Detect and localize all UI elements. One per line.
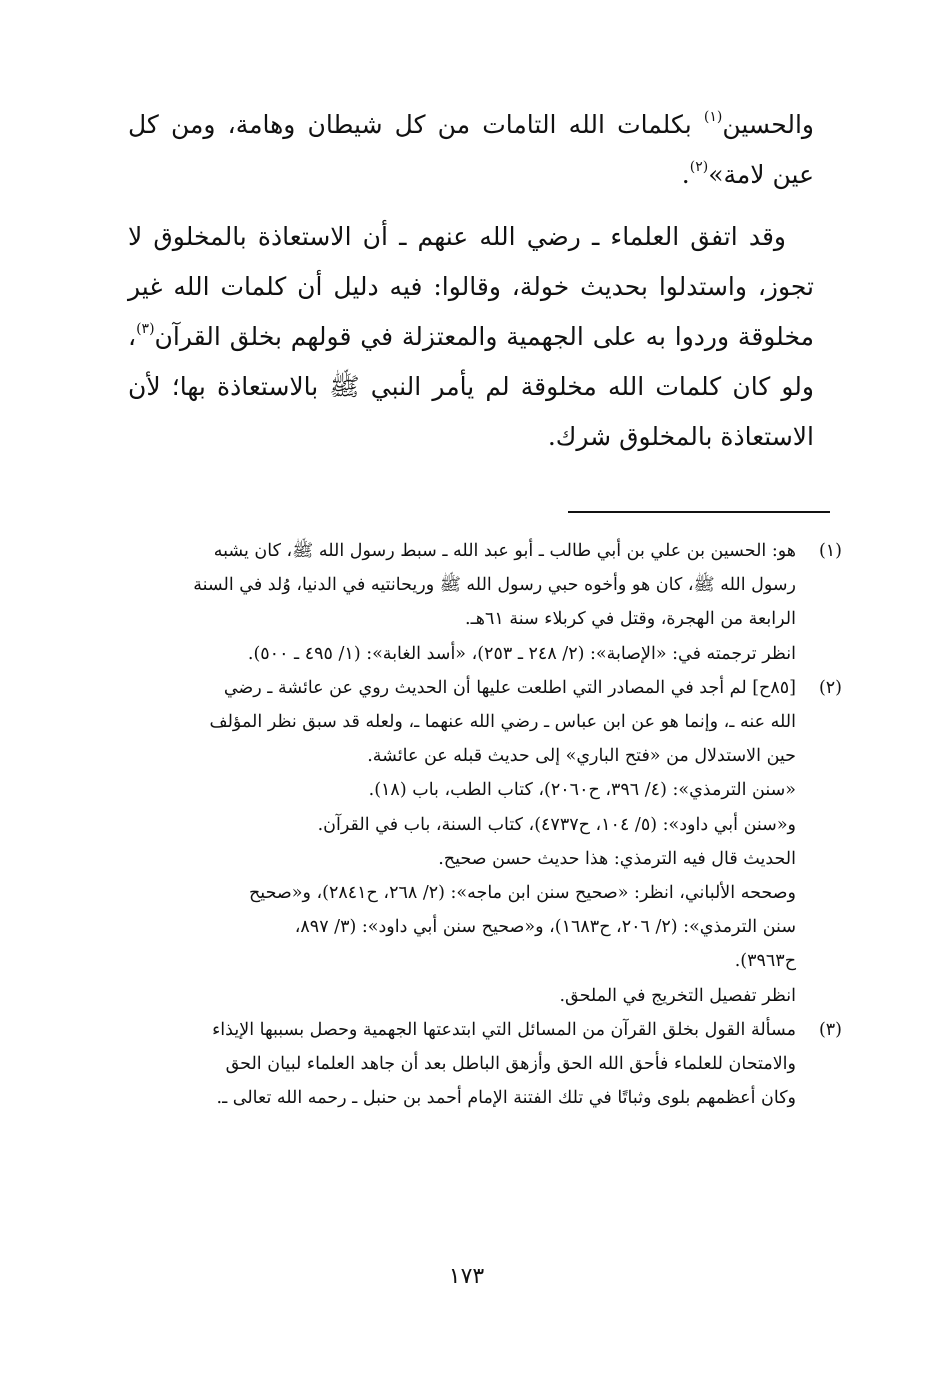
footnote-divider (568, 511, 830, 513)
footnote-line: «سنن الترمذي»: (٤/ ٣٩٦، ح٢٠٦٠)، كتاب الطب، باب (١٨). (368, 780, 796, 801)
footnote-2 (128, 671, 842, 1013)
paragraph-1-text-end: . (681, 160, 690, 189)
footnote-1 (128, 534, 842, 671)
footnote-line: مسألة القول بخلق القرآن من المسائل التي ابتدعتها الجهمية وحصل بسببها الإيذاء (212, 1019, 796, 1040)
paragraph-2 (128, 212, 814, 462)
footnote-line: [٨٥ح] لم أجد في المصادر التي اطلعت عليها أن الحديث روي عن عائشة ـ رضي (223, 677, 796, 698)
footnote-3 (128, 1013, 842, 1116)
footnote-line: ح٣٩٦٣). (734, 951, 796, 972)
footnote-number: (٣) (818, 1019, 842, 1040)
footnote-line: وكان أعظمهم بلوى وثباتًا في تلك الفتنة الإمام أحمد بن حنبل ـ رحمه الله تعالى ـ. (216, 1088, 796, 1109)
footnote-number: (١) (818, 541, 842, 561)
paragraph-1-text-start: والحسين (722, 110, 814, 139)
footnote-line: سنن الترمذي»: (٢/ ٢٠٦، ح١٦٨٣)، و«صحيح سنن أبي داود»: (٣/ ٨٩٧، (294, 917, 796, 938)
footnote-line: الله عنه ـ، وإنما هو عن ابن عباس ـ رضي الله عنهما ـ، ولعله قد سبق نظر المؤلف (209, 712, 796, 733)
footnotes (128, 534, 842, 1115)
footnote-line: الحديث قال فيه الترمذي: هذا حديث حسن صحيح. (438, 848, 796, 869)
footnote-line: انظر تفصيل التخريج في الملحق. (559, 985, 796, 1006)
footnote-line: وصححه الألباني، انظر: «صحيح سنن ابن ماجه»: (٢/ ٢٦٨، ح٢٨٤١)، و«صحيح (249, 883, 796, 904)
footnote-line: هو: الحسين بن علي بن أبي طالب ـ أبو عبد الله ـ سبط رسول الله ﷺ، كان يشبه (213, 541, 796, 561)
main-text (128, 100, 814, 462)
page-number: ١٧٣ (448, 1264, 485, 1289)
paragraph-2-text-start: وقد اتفق العلماء ـ رضي الله عنهم ـ أن الاستعاذة بالمخلوق لا تجوز، واستدلوا بحديث خولة، وقالوا: فيه دليل أن كلمات الله غير مخلوقة وردوا به على الجهمية والمعتزلة في قولهم بخلق القرآن (128, 222, 814, 351)
footnote-ref-1: (١) (703, 109, 723, 125)
footnote-ref-3: (٣) (136, 321, 155, 337)
footnote-ref-2: (٢) (689, 159, 709, 175)
footnote-line: الرابعة من الهجرة، وقتل في كربلاء سنة ٦١هـ. (465, 609, 796, 630)
footnote-line: و«سنن أبي داود»: (٥/ ١٠٤، ح٤٧٣٧)، كتاب السنة، باب في القرآن. (317, 814, 796, 835)
paragraph-1-text-middle: بكلمات الله التامات من كل شيطان وهامة، ومن كل عين لامة» (128, 110, 814, 189)
footnote-line: حين الاستدلال من «فتح الباري» إلى حديث قبله عن عائشة. (367, 746, 796, 767)
footnote-line: والامتحان للعلماء فأحق الله الحق وأزهق الباطل بعد أن جاهد العلماء لبيان الحق (225, 1054, 796, 1075)
paragraph-1 (128, 100, 814, 200)
footnote-line: رسول الله ﷺ، كان هو وأخوه حبي رسول الله ﷺ وريحانتيه في الدنيا، وُلد في السنة (193, 575, 796, 596)
paragraph-2-text-end: ، ولو كان كلمات الله مخلوقة لم يأمر النبي ﷺ بالاستعاذة بها؛ لأن الاستعاذة بالمخلوق شرك. (128, 322, 814, 451)
footnote-line: انظر ترجمته في: «الإصابة»: (٢/ ٢٤٨ ـ ٢٥٣)، «أسد الغابة»: (١/ ٤٩٥ ـ ٥٠٠). (247, 643, 796, 664)
footnote-number: (٢) (818, 677, 842, 698)
